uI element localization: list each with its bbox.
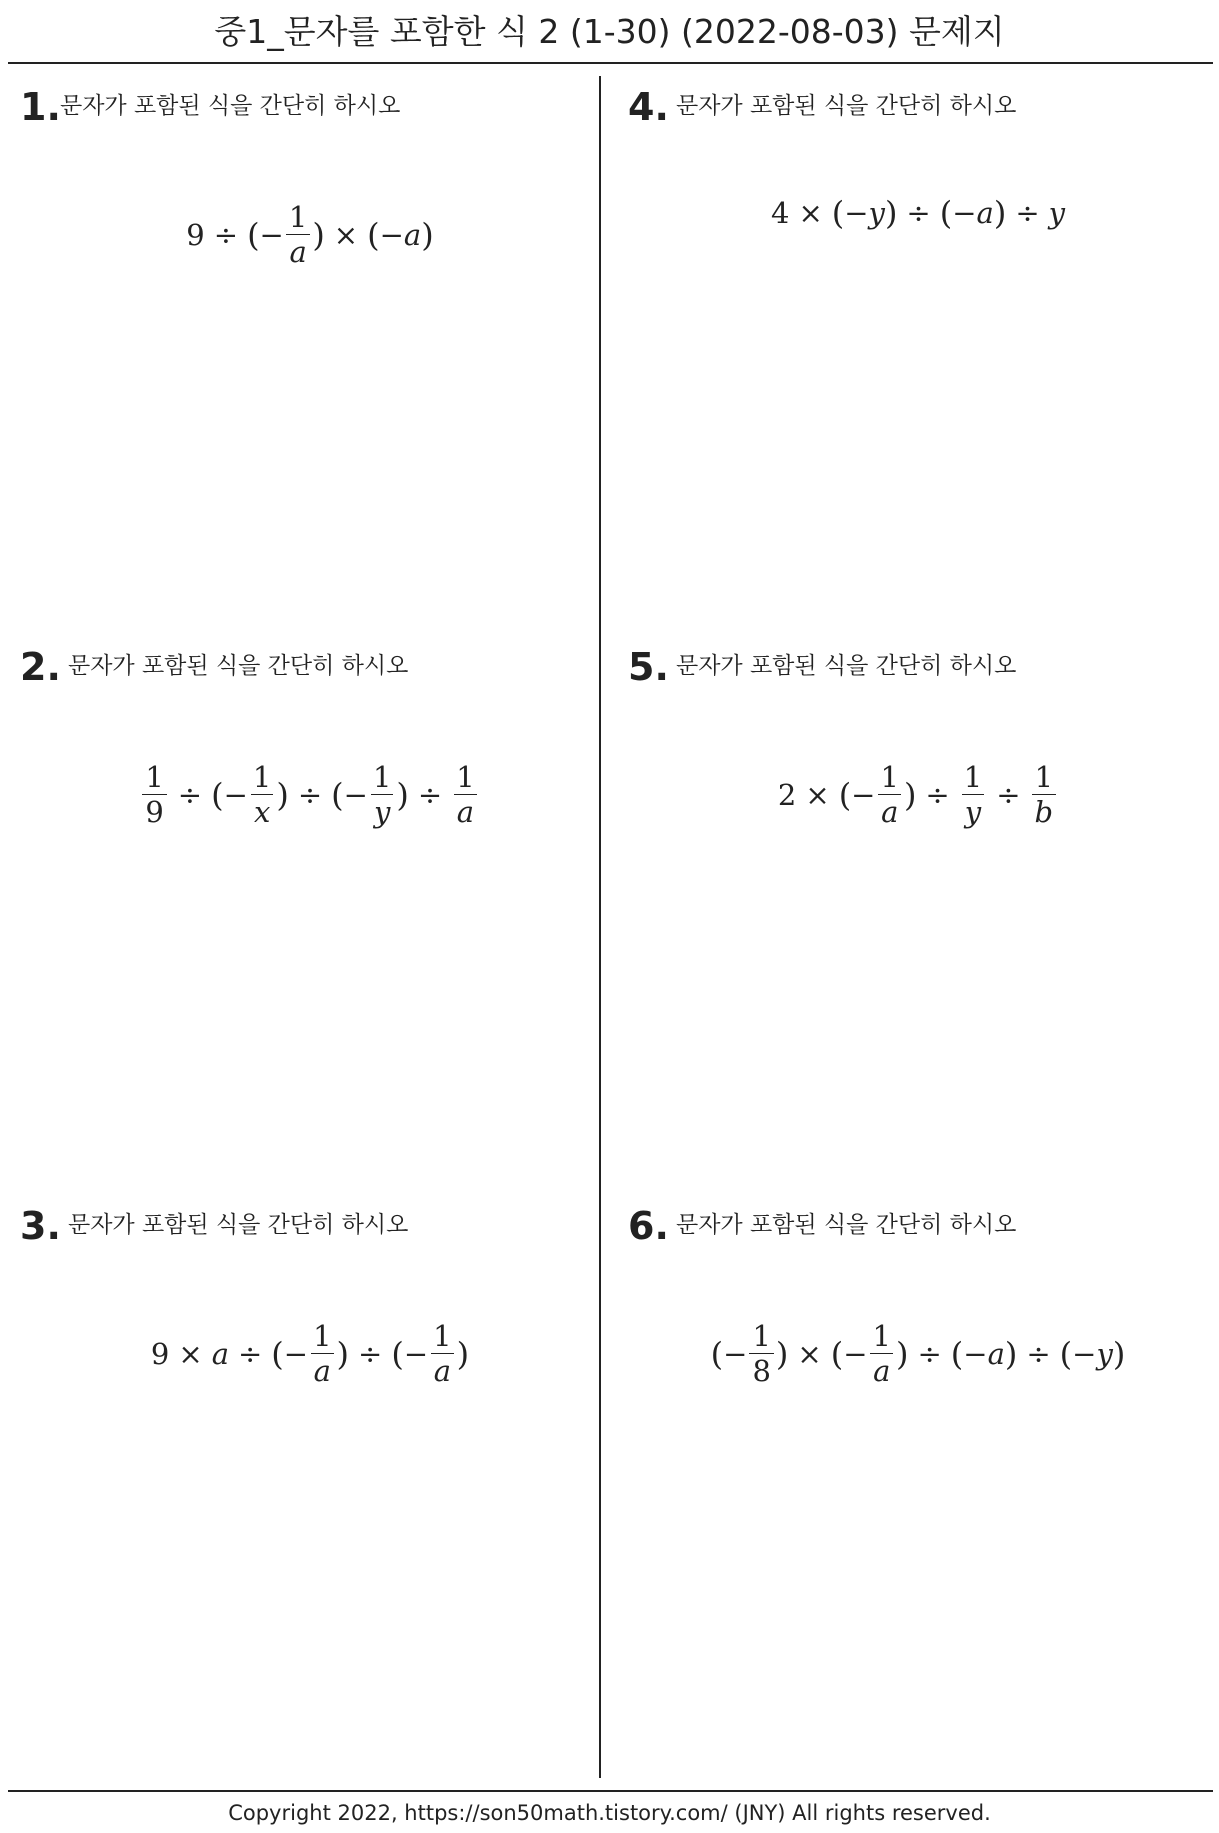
problem-6 (628, 1201, 1208, 1741)
problem-number: 2. (20, 645, 61, 689)
problem-instruction: 문자가 포함된 식을 간단히 하시오 (60, 93, 401, 119)
problem-1 (20, 82, 600, 622)
math-expression: 4 × ( − y ) ÷ ( − a ) ÷ y (770, 194, 1066, 232)
problem-number: 5. (628, 645, 669, 689)
math-expression: 9 × a ÷ ( − $\frac{1}{a}$ ) ÷ ( − $\frac{1}{a}$ ) (150, 1319, 470, 1388)
problem-number: 4. (628, 85, 669, 129)
problem-instruction: 문자가 포함된 식을 간단히 하시오 (68, 653, 409, 679)
problem-instruction: 문자가 포함된 식을 간단히 하시오 (676, 653, 1017, 679)
problem-number: 1. (20, 85, 61, 129)
problem-3 (20, 1201, 600, 1741)
math-expression: $\frac{1}{9}$ ÷ ( − $\frac{1}{x}$ ) ÷ ( − $\frac{1}{y}$ ) ÷ $\frac{1}{a}$ (20, 760, 600, 829)
math-expression: ( − $\frac{1}{8}$ ) × ( − $\frac{1}{a}$ ) ÷ ( − a ) ÷ ( − y ) (710, 1319, 1126, 1388)
problem-number: 3. (20, 1204, 61, 1248)
problem-5 (628, 642, 1208, 1182)
math-expression: 9 ÷ ( − $\frac{1}{a}$ ) × ( − a ) (186, 200, 434, 269)
page-title: 중1_문자를 포함한 식 2 (1-30) (2022-08-03) 문제지 (214, 12, 1005, 51)
problem-instruction: 문자가 포함된 식을 간단히 하시오 (676, 1212, 1017, 1238)
footer-rule (8, 1790, 1213, 1792)
header-rule (8, 62, 1213, 64)
problem-instruction: 문자가 포함된 식을 간단히 하시오 (676, 93, 1017, 119)
problem-number: 6. (628, 1204, 669, 1248)
copyright-footer: Copyright 2022, https://son50math.tistory.com/ (JNY) All rights reserved. (228, 1801, 991, 1825)
problem-instruction: 문자가 포함된 식을 간단히 하시오 (68, 1212, 409, 1238)
problem-2 (20, 642, 600, 1182)
problem-4 (628, 82, 1208, 622)
math-expression: 2 × ( − $\frac{1}{a}$ ) ÷ $\frac{1}{y}$ ÷ $\frac{1}{b}$ (628, 760, 1208, 829)
